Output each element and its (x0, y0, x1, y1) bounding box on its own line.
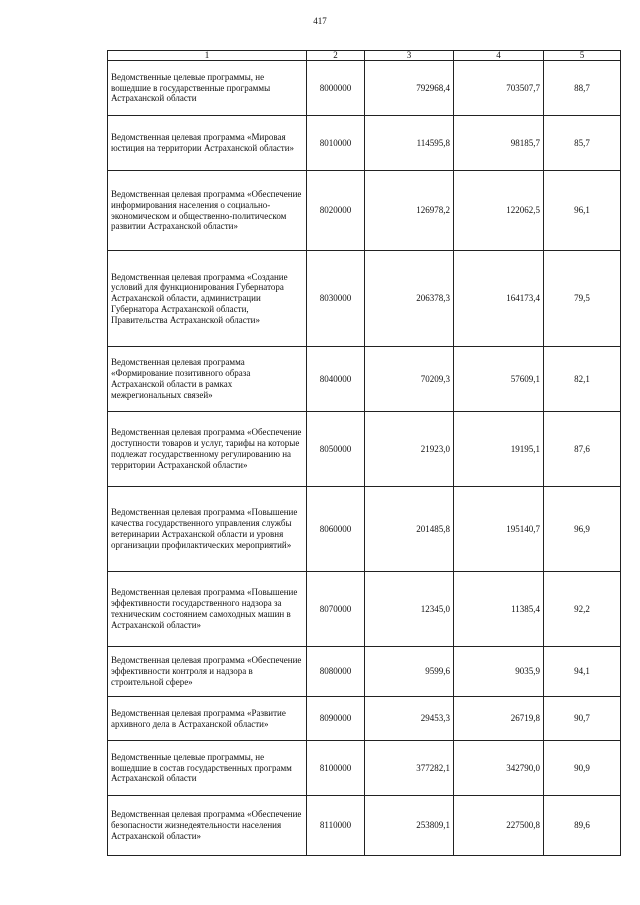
execution-percent: 85,7 (544, 116, 621, 171)
execution-percent: 90,9 (544, 741, 621, 796)
program-name: Ведомственная целевая программа «Обеспечение эффективности контроля и надзора в строительной сфере» (108, 647, 307, 697)
program-code: 8030000 (307, 251, 365, 347)
actual-amount: 227500,8 (454, 796, 544, 856)
table-header-row (108, 51, 621, 61)
execution-percent: 96,9 (544, 487, 621, 572)
program-code: 8110000 (307, 796, 365, 856)
program-code: 8070000 (307, 572, 365, 647)
program-code: 8090000 (307, 697, 365, 741)
actual-amount: 9035,9 (454, 647, 544, 697)
execution-percent: 88,7 (544, 61, 621, 116)
column-header: 3 (365, 51, 454, 61)
program-name: Ведомственная целевая программа «Обеспечение доступности товаров и услуг, тарифы на которые подлежат государственному регулированию на территории Астраханской области» (108, 412, 307, 487)
planned-amount: 253809,1 (365, 796, 454, 856)
execution-percent: 94,1 (544, 647, 621, 697)
actual-amount: 26719,8 (454, 697, 544, 741)
program-code: 8080000 (307, 647, 365, 697)
page-number: 417 (313, 16, 327, 26)
column-header: 4 (454, 51, 544, 61)
program-name: Ведомственная целевая программа «Повышение эффективности государственного надзора за техническим состоянием самоходных машин в Астраханской области» (108, 572, 307, 647)
table-row (108, 487, 621, 572)
program-code: 8100000 (307, 741, 365, 796)
planned-amount: 377282,1 (365, 741, 454, 796)
actual-amount: 122062,5 (454, 171, 544, 251)
planned-amount: 126978,2 (365, 171, 454, 251)
table-row (108, 251, 621, 347)
table-row (108, 61, 621, 116)
execution-percent: 90,7 (544, 697, 621, 741)
column-header: 1 (108, 51, 307, 61)
table-row (108, 697, 621, 741)
planned-amount: 70209,3 (365, 347, 454, 412)
execution-percent: 82,1 (544, 347, 621, 412)
budget-table (107, 50, 621, 856)
execution-percent: 79,5 (544, 251, 621, 347)
program-code: 8040000 (307, 347, 365, 412)
program-code: 8050000 (307, 412, 365, 487)
actual-amount: 98185,7 (454, 116, 544, 171)
actual-amount: 195140,7 (454, 487, 544, 572)
actual-amount: 19195,1 (454, 412, 544, 487)
planned-amount: 201485,8 (365, 487, 454, 572)
planned-amount: 21923,0 (365, 412, 454, 487)
planned-amount: 29453,3 (365, 697, 454, 741)
actual-amount: 57609,1 (454, 347, 544, 412)
planned-amount: 9599,6 (365, 647, 454, 697)
program-name: Ведомственная целевая программа «Обеспечение информирования населения о социально-экономическом и общественно-политическом развитии Астраханской области» (108, 171, 307, 251)
table-row (108, 171, 621, 251)
actual-amount: 703507,7 (454, 61, 544, 116)
program-name: Ведомственная целевая программа «Формирование позитивного образа Астраханской области в рамках межрегиональных связей» (108, 347, 307, 412)
program-name: Ведомственная целевая программа «Развитие архивного дела в Астраханской области» (108, 697, 307, 741)
program-name: Ведомственная целевая программа «Обеспечение безопасности жизнедеятельности населения Астраханской области» (108, 796, 307, 856)
planned-amount: 12345,0 (365, 572, 454, 647)
program-name: Ведомственные целевые программы, не вошедшие в состав государственных программ Астраханской области (108, 741, 307, 796)
table-row (108, 116, 621, 171)
actual-amount: 11385,4 (454, 572, 544, 647)
program-name: Ведомственные целевые программы, не вошедшие в государственные программы Астраханской области (108, 61, 307, 116)
planned-amount: 206378,3 (365, 251, 454, 347)
execution-percent: 92,2 (544, 572, 621, 647)
actual-amount: 342790,0 (454, 741, 544, 796)
program-name: Ведомственная целевая программа «Мировая юстиция на территории Астраханской области» (108, 116, 307, 171)
table-row (108, 347, 621, 412)
table-row (108, 572, 621, 647)
actual-amount: 164173,4 (454, 251, 544, 347)
program-code: 8010000 (307, 116, 365, 171)
execution-percent: 89,6 (544, 796, 621, 856)
column-header: 2 (307, 51, 365, 61)
program-name: Ведомственная целевая программа «Создание условий для функционирования Губернатора Астраханской области, администрации Губернатора Астраханской области, Правительства Астраханской области» (108, 251, 307, 347)
program-code: 8020000 (307, 171, 365, 251)
column-header: 5 (544, 51, 621, 61)
table-row (108, 741, 621, 796)
execution-percent: 87,6 (544, 412, 621, 487)
planned-amount: 114595,8 (365, 116, 454, 171)
program-code: 8000000 (307, 61, 365, 116)
table-row (108, 647, 621, 697)
program-name: Ведомственная целевая программа «Повышение качества государственного управления службы ветеринарии Астраханской области и уровня организации профилактических мероприятий» (108, 487, 307, 572)
table-row (108, 412, 621, 487)
execution-percent: 96,1 (544, 171, 621, 251)
table-row (108, 796, 621, 856)
program-code: 8060000 (307, 487, 365, 572)
planned-amount: 792968,4 (365, 61, 454, 116)
